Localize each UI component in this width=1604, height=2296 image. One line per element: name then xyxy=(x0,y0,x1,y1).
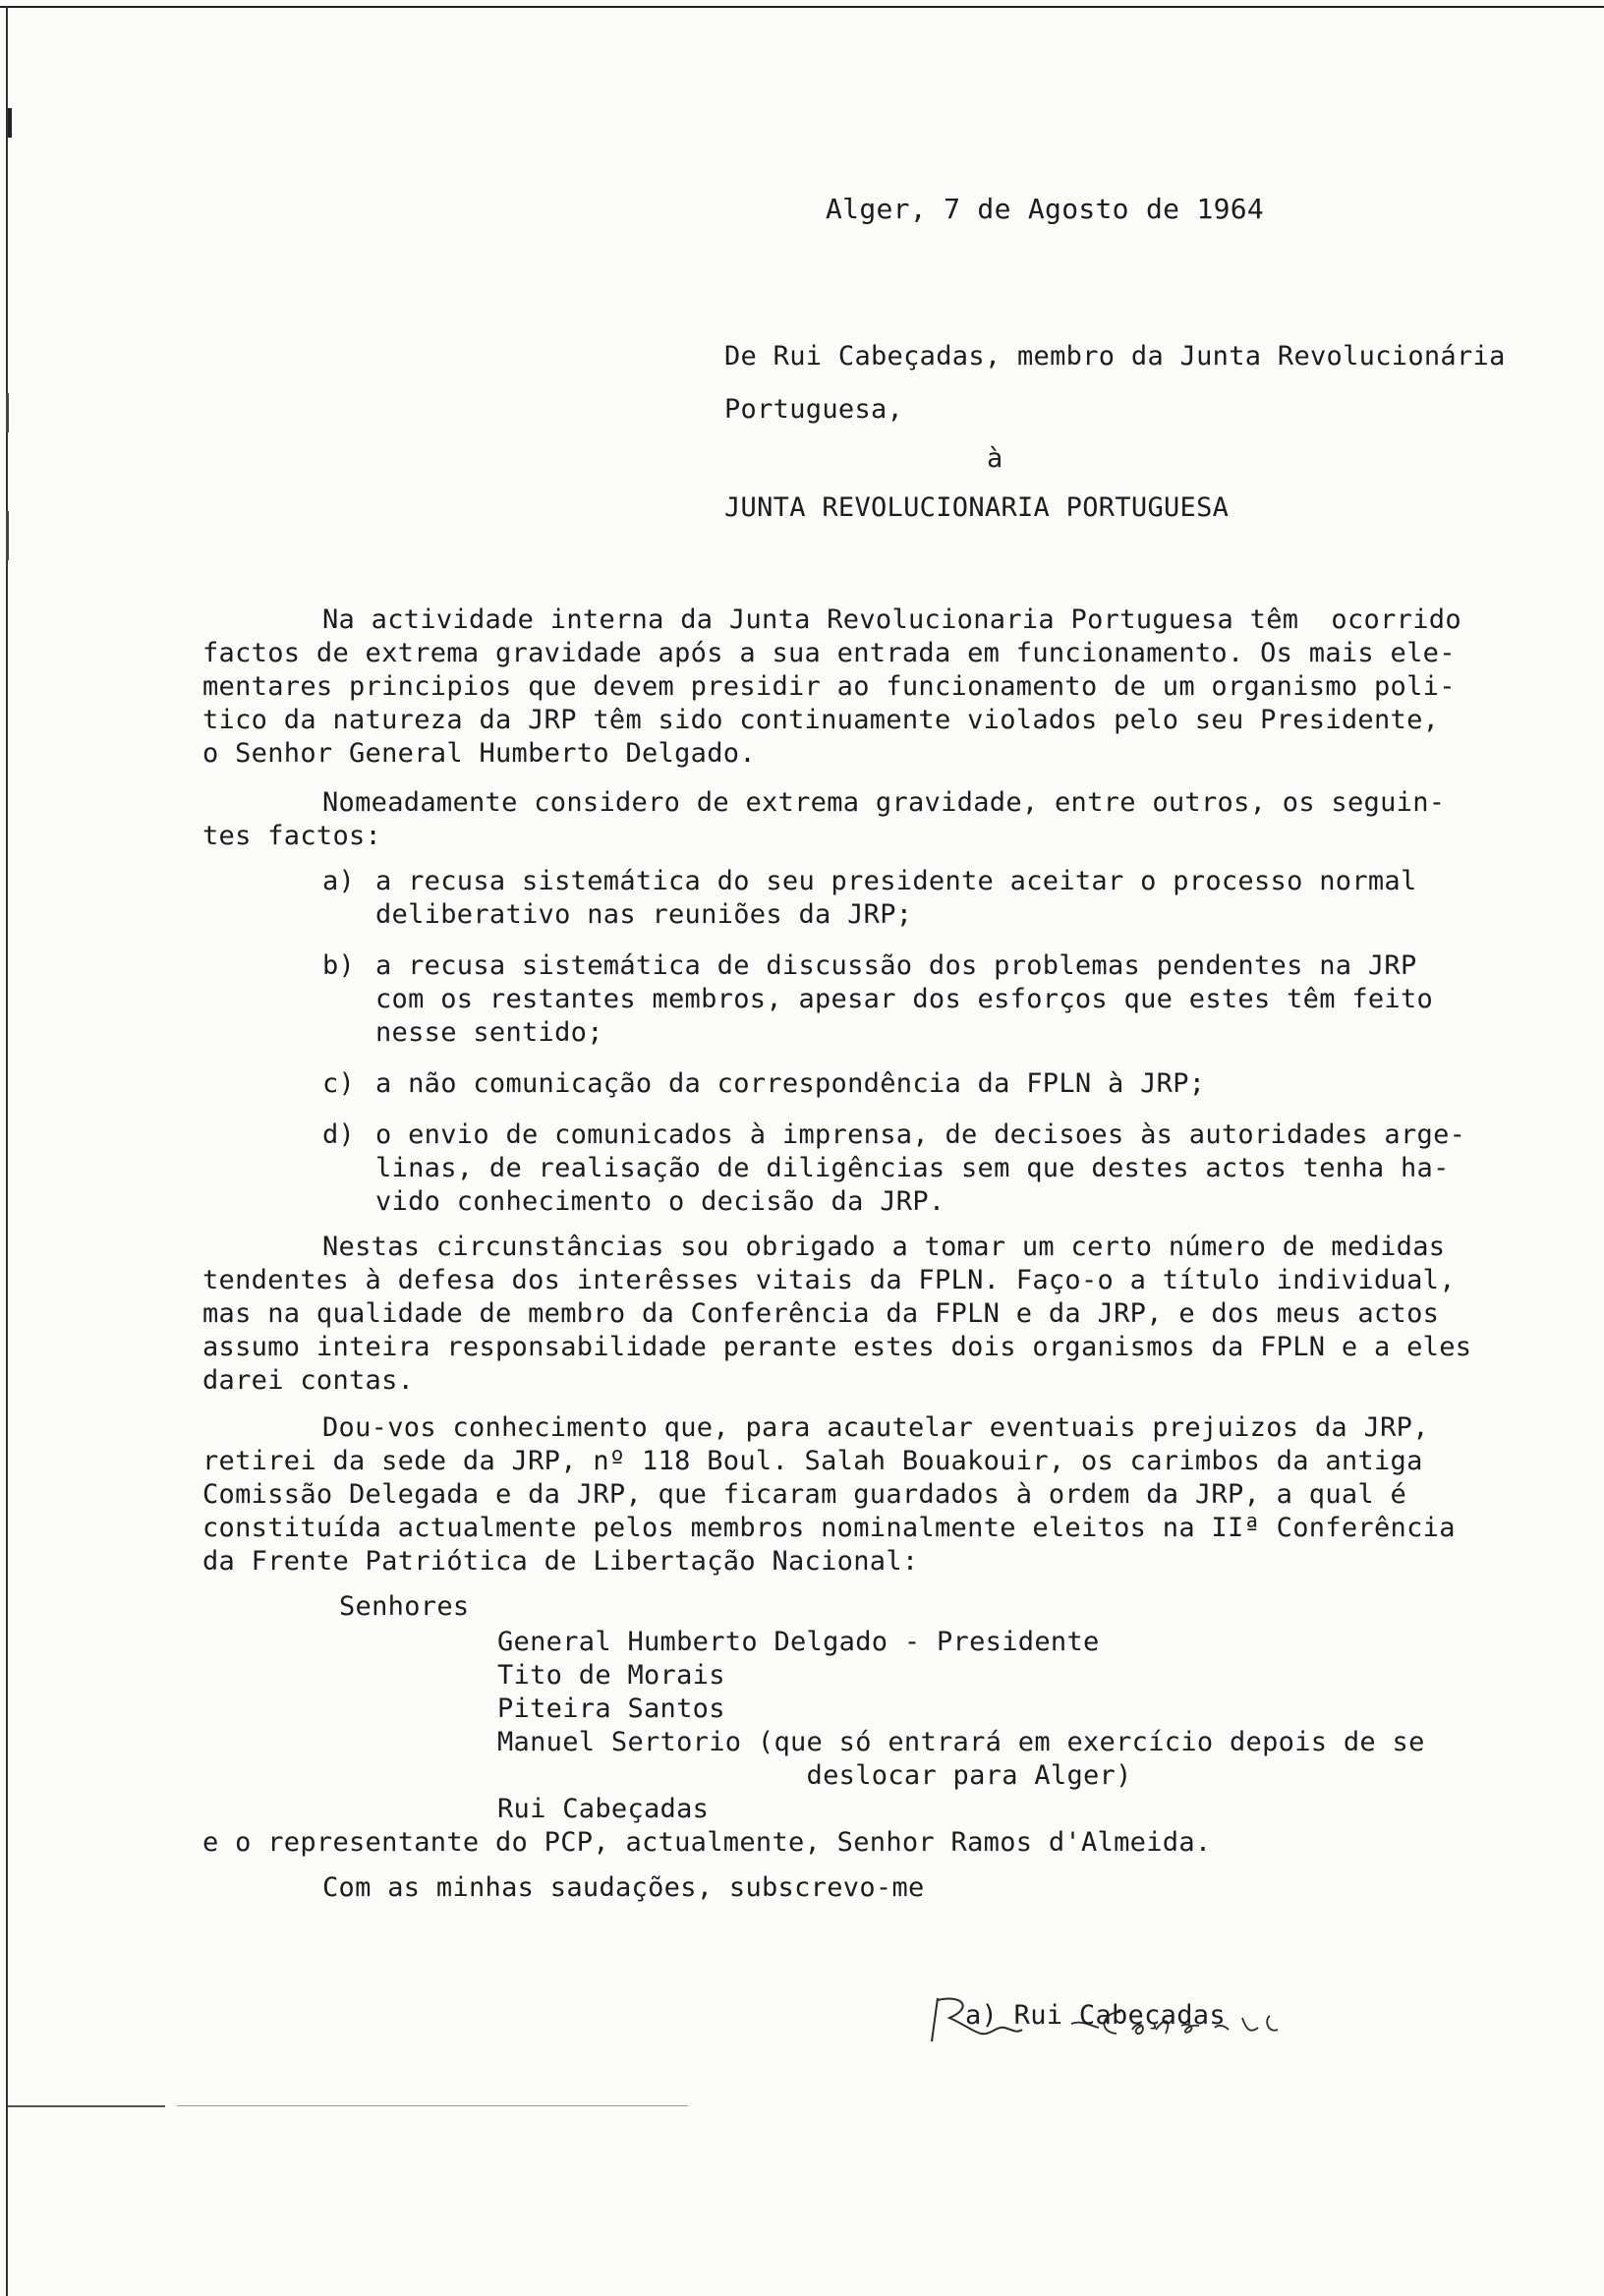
item-marker: a) xyxy=(322,866,356,896)
margin-tick xyxy=(6,393,9,432)
margin-mark xyxy=(8,108,12,138)
date-line: Alger, 7 de Agosto de 1964 xyxy=(826,193,1265,225)
item-line: nesse sentido; xyxy=(375,1017,603,1048)
sender-line-1: De Rui Cabeçadas, membro da Junta Revolucionária xyxy=(724,341,1506,372)
salutation: Senhores xyxy=(339,1591,470,1622)
signature-caption: a) Rui Cabeçadas xyxy=(965,2000,1226,2031)
item-line: com os restantes membros, apesar dos esforços que estes têm feito xyxy=(375,984,1434,1014)
paragraph-1-line: mentares principios que devem presidir ao funcionamento de um organismo poli- xyxy=(202,671,1456,702)
paragraph-2-line: tes factos: xyxy=(202,821,382,851)
member: Tito de Morais xyxy=(497,1660,725,1691)
bottom-rule-faint xyxy=(177,2105,688,2106)
paragraph-3-line: tendentes à defesa dos interêsses vitais da FPLN. Faço-o a título individual, xyxy=(202,1265,1456,1295)
page-border-left xyxy=(6,6,8,2296)
paragraph-4-line: Comissão Delegada e da JRP, que ficaram guardados à ordem da JRP, a qual é xyxy=(202,1479,1407,1510)
paragraph-1-line: factos de extrema gravidade após a sua entrada em funcionamento. Os mais ele- xyxy=(202,638,1456,668)
item-line: a recusa sistemática do seu presidente aceitar o processo normal xyxy=(375,866,1417,896)
paragraph-4-line: retirei da sede da JRP, nº 118 Boul. Salah Bouakouir, os carimbos da antiga xyxy=(202,1446,1423,1476)
paragraph-1-line: o Senhor General Humberto Delgado. xyxy=(202,738,756,769)
recipient: JUNTA REVOLUCIONARIA PORTUGUESA xyxy=(724,492,1230,523)
sender-line-2: Portuguesa, xyxy=(724,394,904,425)
item-line: a recusa sistemática de discussão dos problemas pendentes na JRP xyxy=(375,950,1417,981)
member: deslocar para Alger) xyxy=(497,1760,1132,1791)
paragraph-3-line: assumo inteira responsabilidade perante estes dois organismos da FPLN e a eles xyxy=(202,1332,1472,1362)
paragraph-4-line: constituída actualmente pelos membros nominalmente eleitos na IIª Conferência xyxy=(202,1513,1456,1543)
paragraph-3-line: mas na qualidade de membro da Conferência da FPLN e da JRP, e dos meus actos xyxy=(202,1298,1440,1329)
paragraph-3-line: darei contas. xyxy=(202,1365,415,1396)
pcp-line: e o representante do PCP, actualmente, Senhor Ramos d'Almeida. xyxy=(202,1827,1212,1858)
item-marker: d) xyxy=(322,1119,356,1150)
paragraph-4-line: da Frente Patriótica de Libertação Nacional: xyxy=(202,1546,919,1577)
item-line: deliberativo nas reuniões da JRP; xyxy=(375,899,913,930)
member: Manuel Sertorio (que só entrará em exercício depois de se xyxy=(497,1727,1425,1757)
item-line: vido conhecimento o decisão da JRP. xyxy=(375,1186,945,1217)
paragraph-2-line: Nomeadamente considero de extrema gravidade, entre outros, os seguin- xyxy=(322,787,1446,818)
item-line: linas, de realisação de diligências sem que destes actos tenha ha- xyxy=(375,1153,1450,1183)
item-line: a não comunicação da correspondência da FPLN à JRP; xyxy=(375,1068,1206,1099)
paragraph-4-line: Dou-vos conhecimento que, para acautelar eventuais prejuizos da JRP, xyxy=(322,1412,1429,1443)
bottom-rule xyxy=(8,2105,165,2107)
margin-tick xyxy=(6,511,9,560)
member: General Humberto Delgado - Presidente xyxy=(497,1627,1100,1657)
to-word: à xyxy=(987,443,1003,474)
item-marker: c) xyxy=(322,1068,356,1099)
item-line: o envio de comunicados à imprensa, de decisoes às autoridades arge- xyxy=(375,1119,1466,1150)
page-border-top xyxy=(0,6,1604,8)
closing: Com as minhas saudações, subscrevo-me xyxy=(322,1872,925,1903)
paragraph-1-line: tico da natureza da JRP têm sido continuamente violados pelo seu Presidente, xyxy=(202,705,1440,735)
member: Piteira Santos xyxy=(497,1693,725,1724)
paragraph-1-line: Na actividade interna da Junta Revolucionaria Portuguesa têm ocorrido xyxy=(322,604,1461,635)
paragraph-3-line: Nestas circunstâncias sou obrigado a tomar um certo número de medidas xyxy=(322,1232,1446,1262)
member: Rui Cabeçadas xyxy=(497,1794,710,1824)
item-marker: b) xyxy=(322,950,356,981)
